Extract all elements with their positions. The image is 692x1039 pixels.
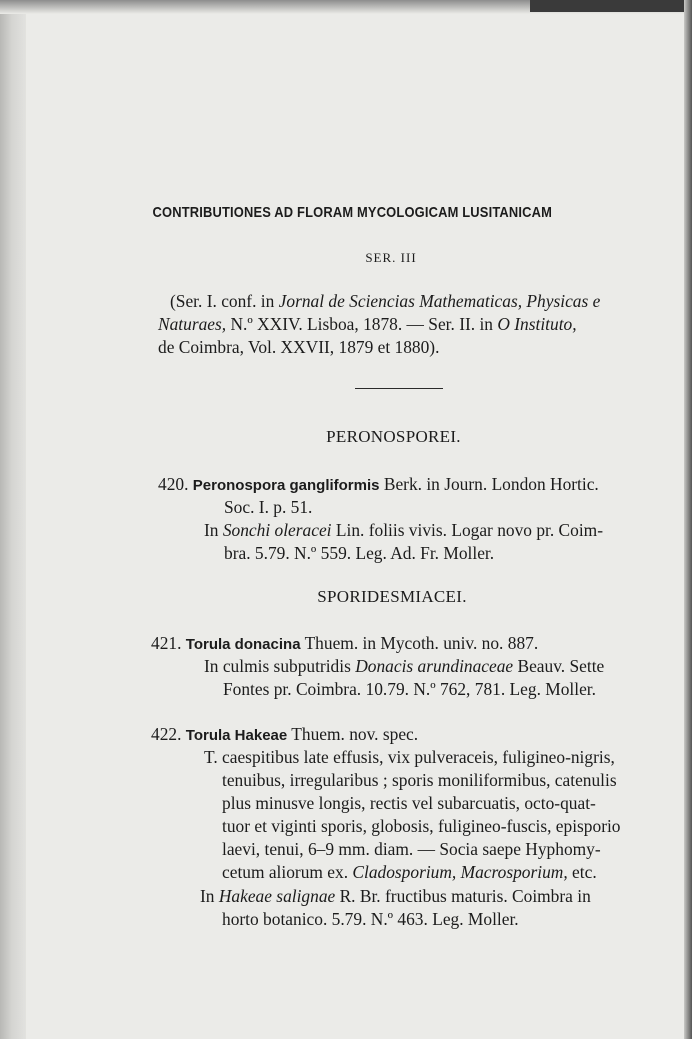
entry-422-habitat-line-2: horto botanico. 5.79. N.º 463. Leg. Moller. (222, 909, 519, 929)
entry-422-desc-line-2: tenuibus, irregularibus ; sporis moniliformibus, catenulis (222, 770, 617, 790)
entry-421-line-2: In culmis subputridis Donacis arundinaceae Beauv. Sette (204, 656, 605, 676)
entry-422-line-1: 422. Torula Hakeae Thuem. nov. spec. (151, 724, 419, 744)
paper-title: CONTRIBUTIONES AD FLORAM MYCOLOGICAM LUSITANICAM (152, 204, 553, 221)
series-label: SER. III (365, 250, 417, 265)
entry-420-line-4: bra. 5.79. N.º 559. Leg. Ad. Fr. Moller. (224, 543, 495, 563)
intro-line-3: de Coimbra, Vol. XXVII, 1879 et 1880). (158, 337, 440, 357)
entry-421-line-1: 421. Torula donacina Thuem. in Mycoth. univ. no. 887. (151, 633, 539, 653)
entry-422-habitat-line-1: In Hakeae salignae R. Br. fructibus maturis. Coimbra in (200, 886, 591, 906)
section-heading-sporidesmiacei: SPORIDESMIACEI. (317, 587, 467, 606)
entry-420-line-2: Soc. I. p. 51. (224, 497, 313, 517)
intro-line-2: Naturaes, N.º XXIV. Lisboa, 1878. — Ser. II. in O Instituto, (158, 314, 577, 334)
entry-421-line-3: Fontes pr. Coimbra. 10.79. N.º 762, 781. Leg. Moller. (223, 679, 596, 699)
entry-420-line-1: 420. Peronospora gangliformis Berk. in Journ. London Hortic. (158, 474, 599, 494)
section-heading-peronosporei: PERONOSPOREI. (326, 427, 461, 446)
section-divider (355, 388, 443, 389)
intro-line-1: (Ser. I. conf. in Jornal de Sciencias Mathematicas, Physicas e (170, 291, 601, 311)
entry-420-line-3: In Sonchi oleracei Lin. foliis vivis. Logar novo pr. Coim- (204, 520, 603, 540)
entry-422-desc-line-6: cetum aliorum ex. Cladosporium, Macrosporium, etc. (222, 862, 597, 882)
entry-422-desc-line-3: plus minusve longis, rectis vel subarcuatis, octo-quat- (222, 793, 596, 813)
entry-422-desc-line-1: T. caespitibus late effusis, vix pulveraceis, fuligineo-nigris, (204, 747, 615, 767)
entry-422-desc-line-5: laevi, tenui, 6–9 mm. diam. — Socia saepe Hyphomy- (222, 839, 601, 859)
entry-422-desc-line-4: tuor et viginti sporis, globosis, fuligineo-fuscis, episporio (222, 816, 621, 836)
